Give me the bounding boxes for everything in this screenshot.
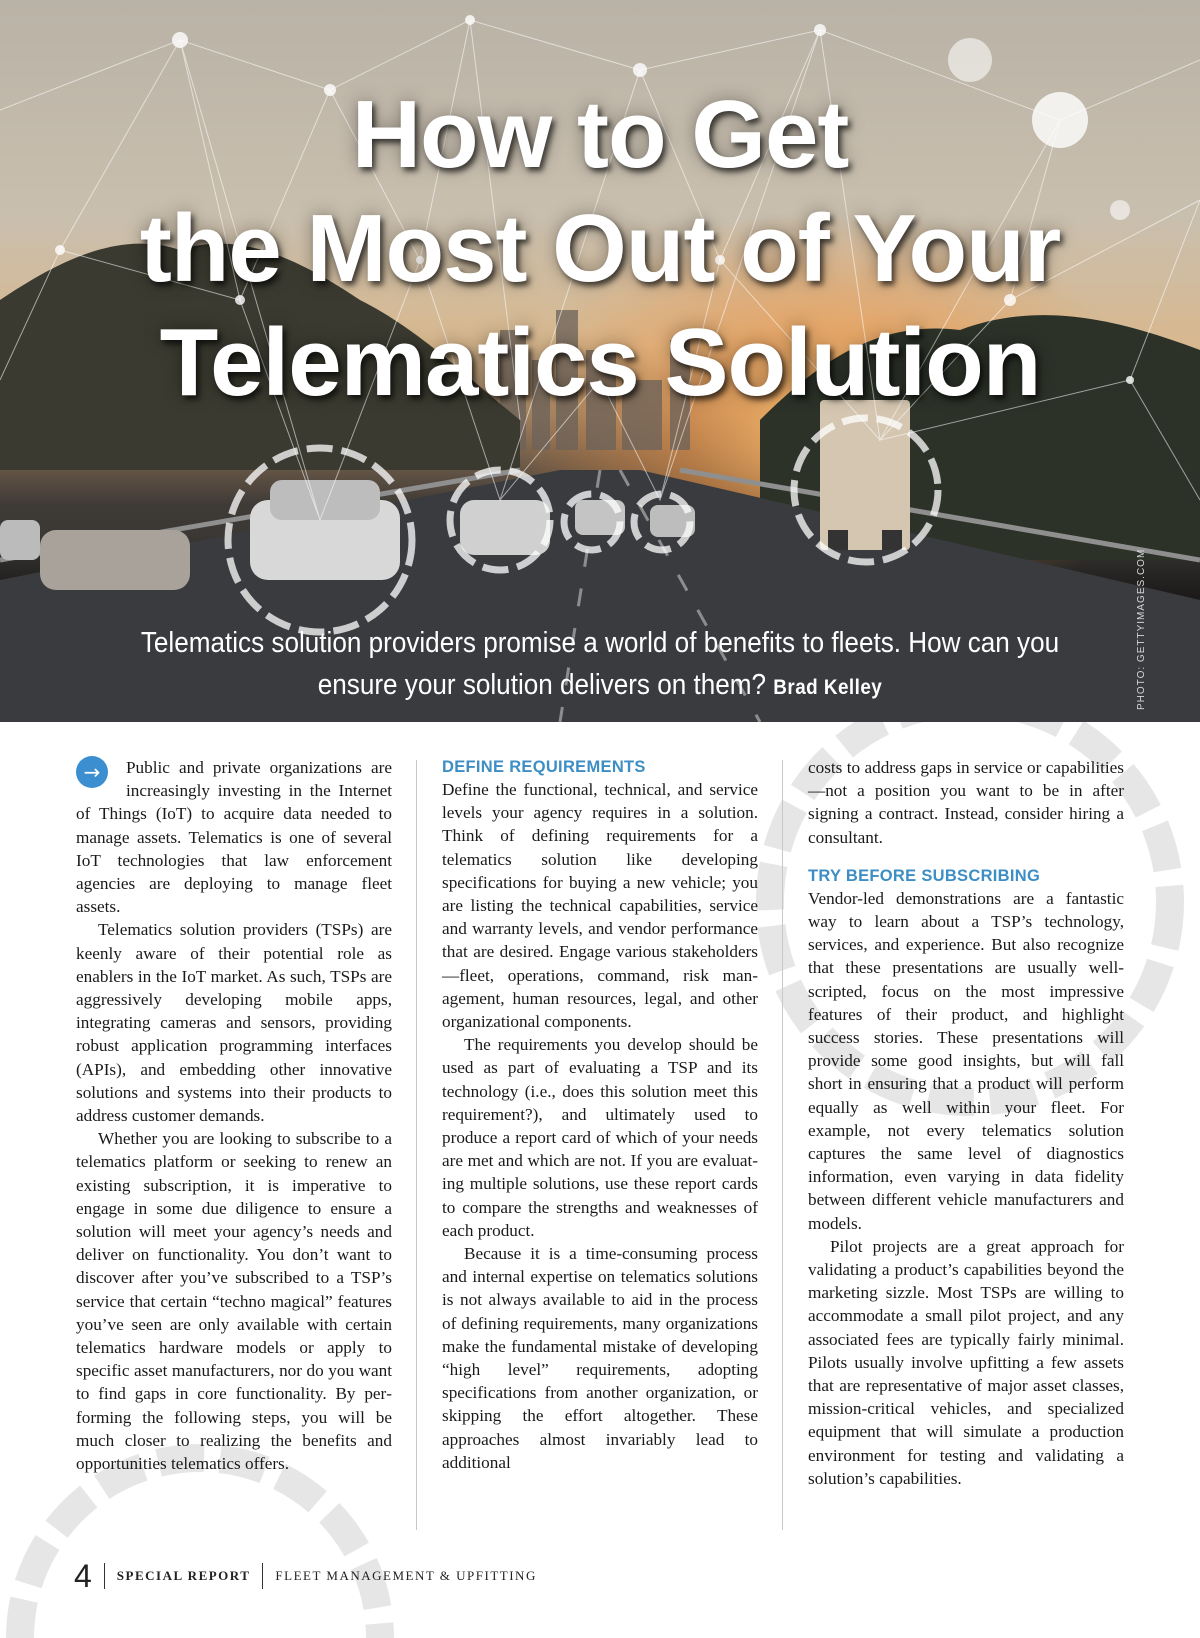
paragraph: Telematics solution providers (TSPs) are keenly aware of their potential role as enablers in the IoT market. As such, TSPs are aggressively developing mobile apps, integrating cameras and sensors, providing robust application programming interfaces (APIs), and embedding other innovative solutions and systems into their products to address customer demands. (76, 920, 392, 1126)
paragraph: costs to address gaps in service or capabilities—not a position you want to be in after signing a contract. Instead, consider hiring a consultant. (808, 758, 1124, 847)
paragraph: Whether you are looking to subscribe to a telematics platform or seeking to renew an existing subscription, it is imperative to engage in some due diligence to ensure a solution will meet your agency’s needs and deliver on functionality. You don’t want to discover after you’ve subscribed to a TSP’s service that certain “techno magical” features you’ve seen are only available with certain telematics hardware models or apply to specific asset manufacturers, nor do you want to find gaps in core functionality. By performing the following steps, you will be much closer to realizing the benefits and opportunities telematics offers. (76, 1129, 392, 1474)
dek-text: Telematics solution providers promise a world of benefits to fleets. How can you ensure your solution delivers on them? (140, 627, 1060, 701)
title-line: the Most Out of Your (139, 195, 1061, 302)
column-2 (442, 756, 758, 1474)
publication-name: SPECIAL REPORT (116, 1568, 251, 1583)
photo-credit: PHOTO: GETTYIMAGES.COM (1136, 548, 1147, 710)
column-divider (782, 760, 783, 1530)
column-3 (808, 756, 1124, 1490)
footer-divider (104, 1563, 105, 1589)
paragraph: Define the functional, technical, and service levels your agency requires in a solution. Think of defining requirements for a telematics solution like developing specifications for buying a new vehicle; you are listing the technical capabilities, service and warranty levels, and vendor performance that are desired. Engage various stakeholders—fleet, operations, command, risk management, human resources, legal, and other organizational components. (442, 780, 758, 1032)
paragraph: Vendor-led demonstrations are a fantastic way to learn about a TSP’s technology, services, and experience. But also recognize that these presentations are usually well-scripted, focus on the most impressive features of their product, and highlight success stories. These presentations will provide some good insights, but will fall short in ensuring that a product will perform equally as well within your fleet. For example, not every telematics solution captures the same level of diagnostics information, even varying in data fidelity between different vehicle manufacturers and models. (808, 888, 1124, 1233)
section-heading-try-before-subscribing: TRY BEFORE SUBSCRIBING (808, 866, 1041, 885)
arrow-right-icon: → (76, 756, 108, 788)
paragraph: Pilot projects are a great approach for validating a product’s capabilities beyond the marketing sizzle. Most TSPs are willing to accommodate a small pilot project, and any associated fees are typically fairly minimal. Pilots usually involve upfitting a few assets that are representative of major asset classes, mission-critical vehicles, and specialized equipment that will simulate a production environment for testing and validating a solution’s capabilities. (808, 1236, 1124, 1488)
author-byline: Brad Kelley (773, 676, 883, 699)
paragraph: Because it is a time-consuming process and internal expertise on telematics solutions is not always available to aid in the process of defining requirements, many organizations make the fundamental mistake of developing “high level” requirements, adopting specifications from another organization, or skipping the effort altogether. These approaches almost invariably lead to additional (442, 1244, 758, 1472)
article-title (0, 78, 1200, 420)
paragraph: The requirements you develop should be used as part of evaluating a TSP and its technology (i.e., does this solution meet this requirement?), and ultimately used to produce a report card of which of your needs are met and which are not. If you are evaluating multiple solutions, use these report cards to compare the strengths and weaknesses of each product. (442, 1035, 758, 1240)
column-divider (416, 760, 417, 1530)
section-name: FLEET MANAGEMENT & UPFITTING (275, 1568, 537, 1583)
footer-divider (262, 1563, 263, 1589)
hero-banner (0, 0, 1200, 722)
title-line: Telematics Solution (159, 309, 1041, 416)
title-line: How to Get (351, 81, 849, 188)
paragraph: → Public and private organizations are increasingly investing in the Internet of Things (IoT) to acquire data needed to manage assets. Telematics is one of several IoT technologies that law enforcement agencies are deploying to manage fleet assets. (76, 758, 392, 917)
page-number: 4 (74, 1558, 92, 1594)
page-footer (74, 1556, 537, 1596)
section-heading-define-requirements: DEFINE REQUIREMENTS (442, 758, 646, 776)
article-dek (114, 622, 1086, 709)
column-1 (76, 756, 392, 1475)
